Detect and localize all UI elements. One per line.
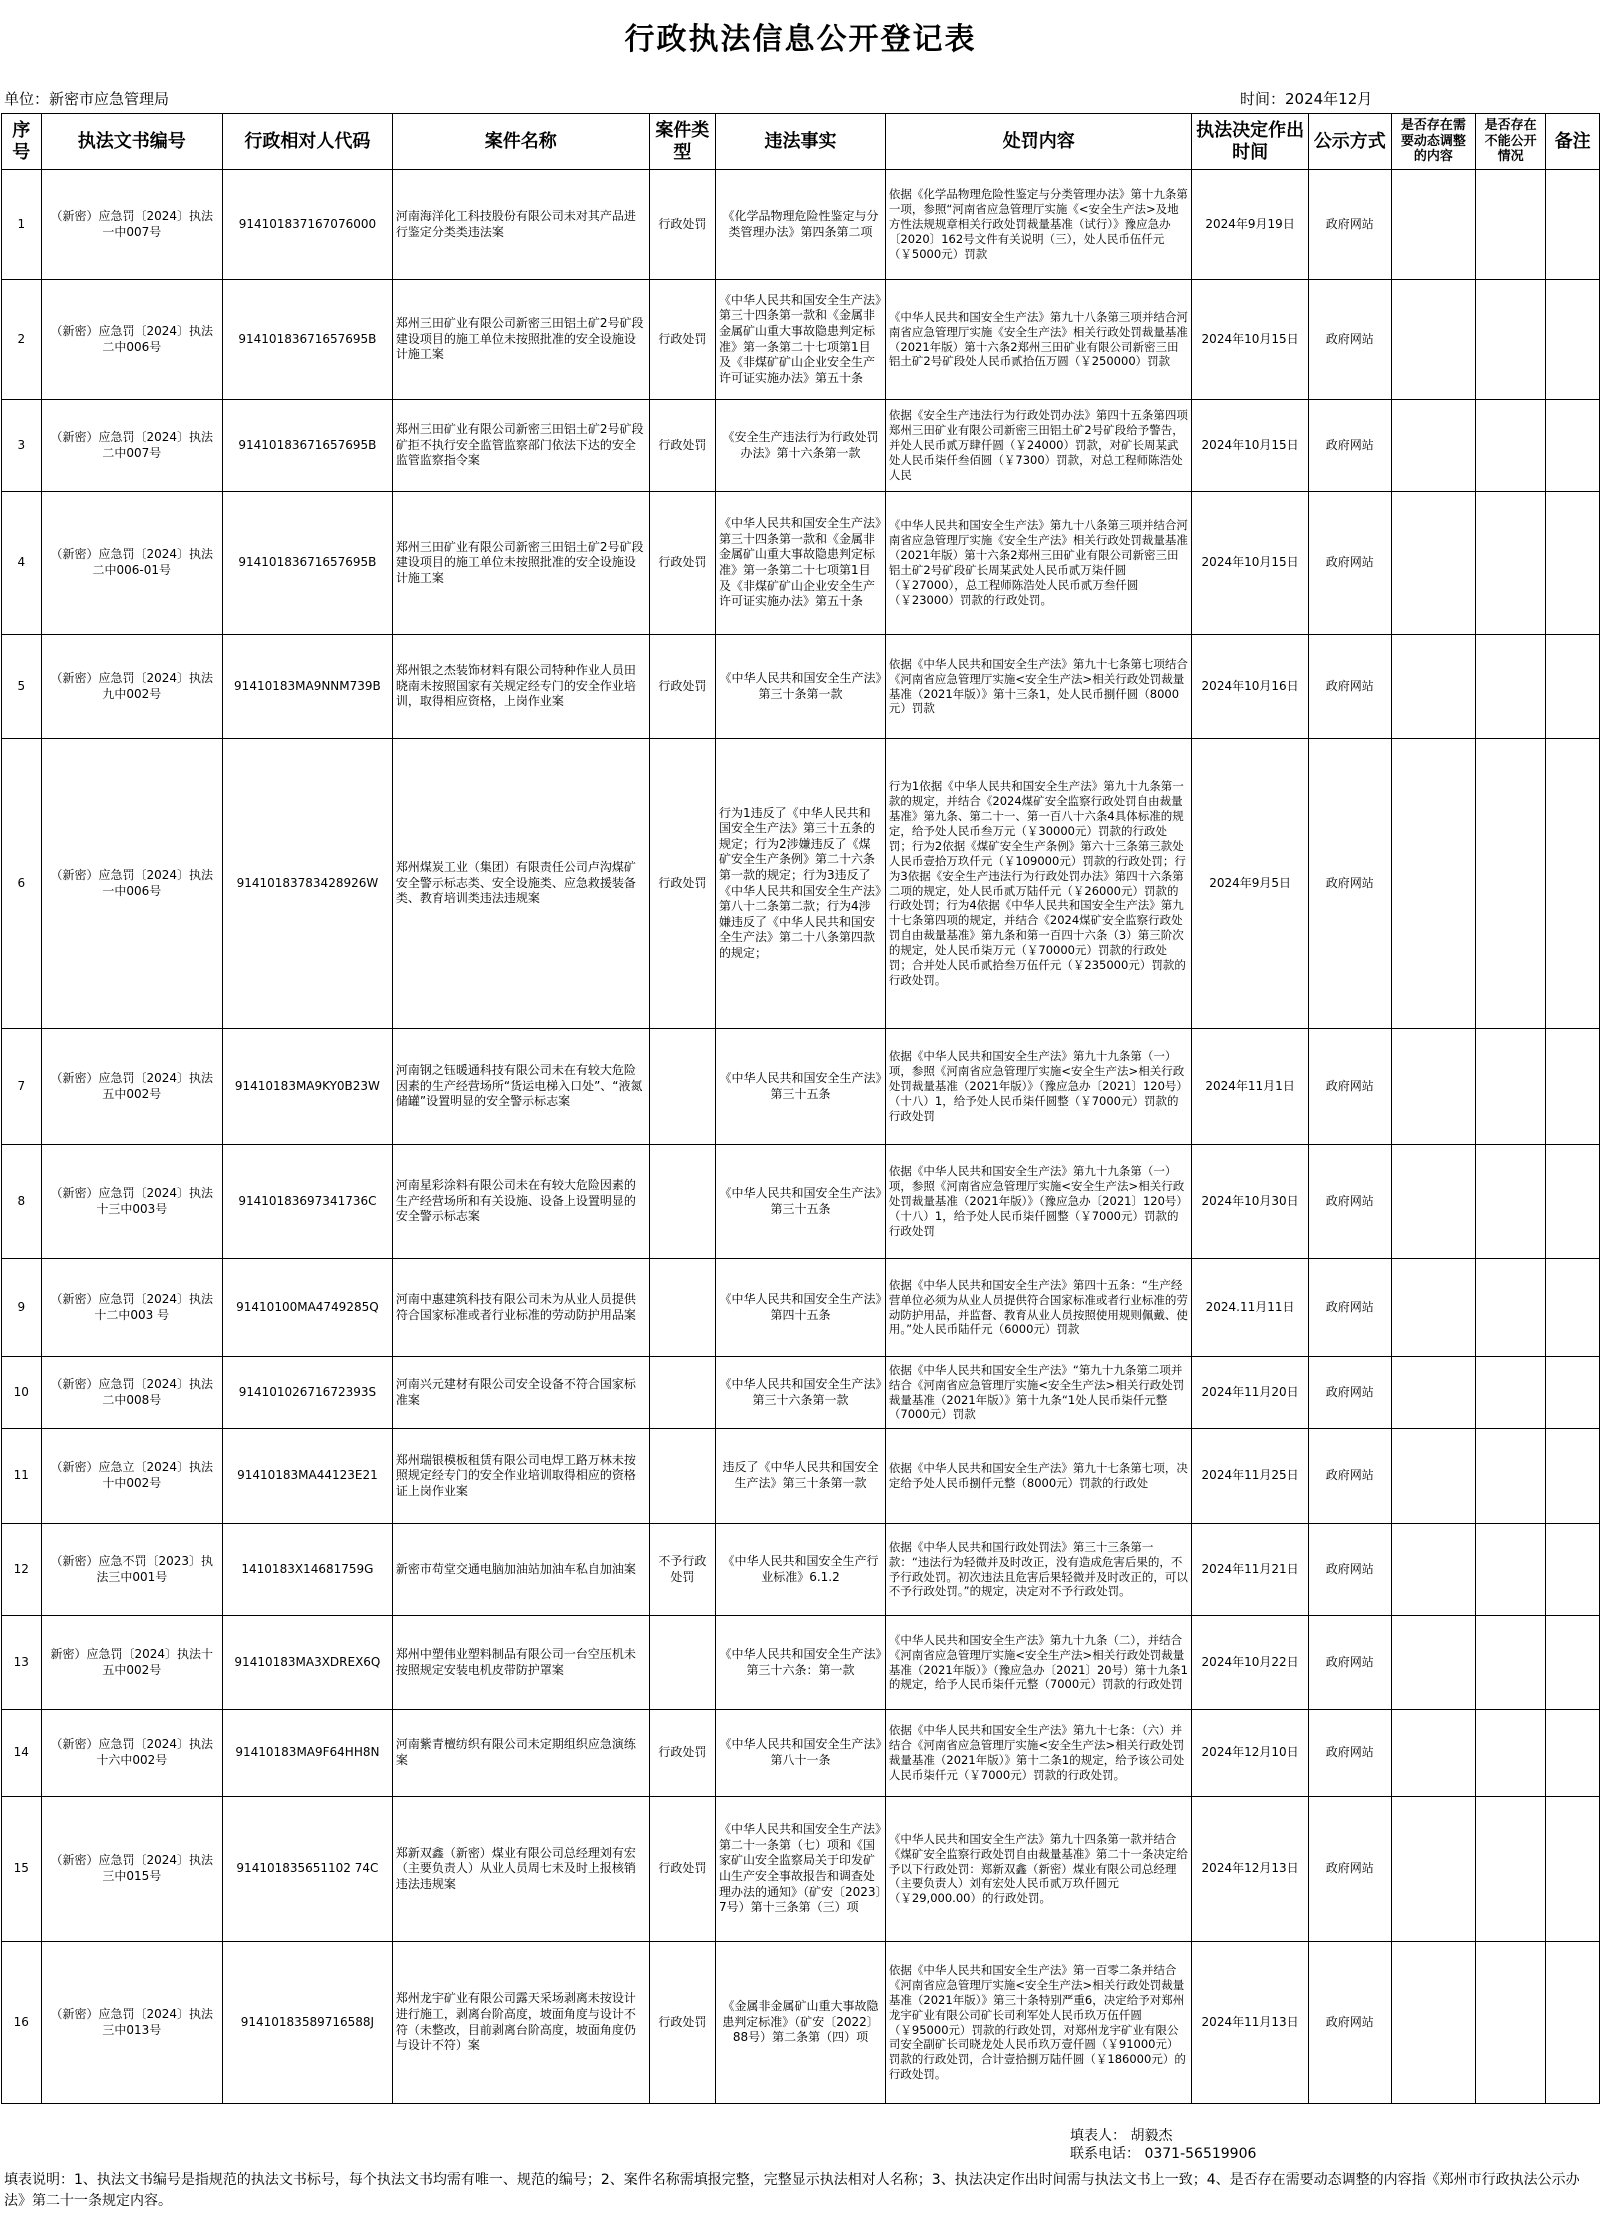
cell-no: 13 (2, 1616, 42, 1710)
cell-code: 91410183MA9F64HH8N (222, 1710, 392, 1797)
cell-fact: 《中华人民共和国安全生产法》第三十四条第一款和《金属非金属矿山重大事故隐患判定标准》第一条第二十七项第1目及《非煤矿矿山企业安全生产许可证实施办法》第五十条 (716, 280, 886, 400)
cell-doc: （新密）应急罚〔2024〕执法九中002号 (41, 635, 222, 739)
cell-dyn (1391, 280, 1475, 400)
cell-pub: 政府网站 (1308, 492, 1391, 635)
table-row (2, 739, 1600, 1029)
header-remark: 备注 (1546, 114, 1600, 170)
cell-remark (1546, 1357, 1600, 1429)
cell-fact: 《中华人民共和国安全生产法》第三十六条：第一款 (716, 1616, 886, 1710)
cell-date: 2024年10月22日 (1192, 1616, 1308, 1710)
cell-date: 2024年12月10日 (1192, 1710, 1308, 1797)
cell-case: 郑州三田矿业有限公司新密三田铝土矿2号矿段矿拒不执行安全监管监察部门依法下达的安全监管监察指令案 (392, 400, 649, 492)
cell-pub: 政府网站 (1308, 635, 1391, 739)
cell-pub: 政府网站 (1308, 280, 1391, 400)
cell-code: 91410183589716588J (222, 1942, 392, 2104)
filler-name: 填表人： 胡毅杰 (1070, 2128, 1173, 2144)
cell-no: 1 (2, 170, 42, 280)
cell-remark (1546, 400, 1600, 492)
cell-dyn (1391, 1524, 1475, 1616)
cell-no: 15 (2, 1797, 42, 1942)
table-row (2, 1259, 1600, 1357)
cell-pub: 政府网站 (1308, 400, 1391, 492)
cell-no: 8 (2, 1145, 42, 1259)
cell-remark (1546, 1429, 1600, 1524)
cell-code: 91410183783428926W (222, 739, 392, 1029)
cell-remark (1546, 635, 1600, 739)
cell-type: 行政处罚 (649, 1710, 715, 1797)
cell-dyn (1391, 1259, 1475, 1357)
cell-penalty: 《中华人民共和国安全生产法》第九十八条第三项并结合河南省应急管理厅实施《安全生产法》相关行政处罚裁量基准（2021年版）第十六条2郑州三田矿业有限公司新密三田铝土矿2号矿段矿长周某武处人民币贰万柒仟圆（￥27000），总工程师陈浩处人民币贰万叁仟圆（￥23000）罚款的行政处罚。 (885, 492, 1192, 635)
cell-pub: 政府网站 (1308, 170, 1391, 280)
cell-fact: 《中华人民共和国安全生产法》第八十一条 (716, 1710, 886, 1797)
register-table (1, 113, 1600, 2104)
cell-dyn (1391, 635, 1475, 739)
cell-dyn (1391, 1029, 1475, 1145)
cell-code: 1410183X14681759G (222, 1524, 392, 1616)
cell-pub: 政府网站 (1308, 1710, 1391, 1797)
cell-case: 河南钢之钰暖通科技有限公司未在有较大危险因素的生产经营场所“货运电梯入口处”、“液氮储罐”设置明显的安全警示标志案 (392, 1029, 649, 1145)
cell-doc: （新密）应急立〔2024〕执法十中002号 (41, 1429, 222, 1524)
cell-case: 郑州龙宇矿业有限公司露天采场剥离未按设计进行施工，剥离台阶高度，坡面角度与设计不符（未整改，目前剥离台阶高度，坡面角度仍与设计不符）案 (392, 1942, 649, 2104)
cell-remark (1546, 1259, 1600, 1357)
header-nopub: 是否存在不能公开情况 (1476, 114, 1546, 170)
cell-nopub (1476, 400, 1546, 492)
cell-code: 914101835651102 74C (222, 1797, 392, 1942)
cell-dyn (1391, 1616, 1475, 1710)
cell-code: 91410183MA3XDREX6Q (222, 1616, 392, 1710)
cell-fact: 《中华人民共和国安全生产法》第二十一条第（七）项和《国家矿山安全监察局关于印发矿山生产安全事故报告和调查处理办法的通知》（矿安〔2023〕7号）第十三条第（三）项 (716, 1797, 886, 1942)
cell-type: 行政处罚 (649, 400, 715, 492)
cell-nopub (1476, 1429, 1546, 1524)
cell-case: 河南兴元建材有限公司安全设备不符合国家标准案 (392, 1357, 649, 1429)
table-row (2, 1145, 1600, 1259)
cell-remark (1546, 170, 1600, 280)
cell-fact: 《中华人民共和国安全生产法》第三十五条 (716, 1029, 886, 1145)
cell-date: 2024年12月13日 (1192, 1797, 1308, 1942)
cell-case: 河南中惠建筑科技有限公司未为从业人员提供符合国家标准或者行业标准的劳动防护用品案 (392, 1259, 649, 1357)
cell-doc: （新密）应急罚〔2024〕执法二中007号 (41, 400, 222, 492)
cell-nopub (1476, 1029, 1546, 1145)
cell-penalty: 《中华人民共和国安全生产法》第九十四条第一款并结合《煤矿安全监察行政处罚自由裁量基准》第二十一条决定给予以下行政处罚：郑新双鑫（新密）煤业有限公司总经理（主要负责人）刘有宏处人民币贰万玖仟圆元（￥29,000.00）的行政处罚。 (885, 1797, 1192, 1942)
cell-dyn (1391, 1797, 1475, 1942)
header-case: 案件名称 (392, 114, 649, 170)
cell-fact: 《中华人民共和国安全生产法》第三十条第一款 (716, 635, 886, 739)
cell-no: 16 (2, 1942, 42, 2104)
header-type: 案件类型 (649, 114, 715, 170)
cell-date: 2024.11月11日 (1192, 1259, 1308, 1357)
cell-doc: （新密）应急罚〔2024〕执法二中006号 (41, 280, 222, 400)
cell-no: 2 (2, 280, 42, 400)
cell-fact: 《中华人民共和国安全生产法》第三十四条第一款和《金属非金属矿山重大事故隐患判定标准》第一条第二十七项第1目及《非煤矿矿山企业安全生产许可证实施办法》第五十条 (716, 492, 886, 635)
table-row (2, 1797, 1600, 1942)
cell-date: 2024年11月13日 (1192, 1942, 1308, 2104)
cell-case: 郑州煤炭工业（集团）有限责任公司卢沟煤矿安全警示标志类、安全设施类、应急救援装备类、教育培训类违法违规案 (392, 739, 649, 1029)
cell-nopub (1476, 1145, 1546, 1259)
cell-nopub (1476, 1942, 1546, 2104)
cell-no: 4 (2, 492, 42, 635)
cell-penalty: 依据《中华人民共和国安全生产法》第九十七条：（六）并结合《河南省应急管理厅实施<安全生产法>相关行政处罚裁量基准（2021年版）》第十二条1的规定，给予该公司处人民币柒仟元（￥7000元）罚款的行政处罚。 (885, 1710, 1192, 1797)
cell-code: 91410183697341736C (222, 1145, 392, 1259)
cell-remark (1546, 1145, 1600, 1259)
cell-nopub (1476, 1710, 1546, 1797)
table-row (2, 635, 1600, 739)
cell-nopub (1476, 635, 1546, 739)
cell-date: 2024年10月15日 (1192, 280, 1308, 400)
cell-pub: 政府网站 (1308, 1616, 1391, 1710)
table-row (2, 170, 1600, 280)
header-row (2, 114, 1600, 170)
cell-nopub (1476, 280, 1546, 400)
cell-remark (1546, 1942, 1600, 2104)
cell-fact: 《中华人民共和国安全生产法》第三十五条 (716, 1145, 886, 1259)
cell-no: 11 (2, 1429, 42, 1524)
cell-remark (1546, 1616, 1600, 1710)
cell-penalty: 依据《中华人民共和国安全生产法》第九十九条第（一）项，参照《河南省应急管理厅实施<安全生产法>相关行政处罚裁量基准（2021年版）》（豫应急办〔2021〕120号）（十八）1，给予处人民币柒仟圆整（￥7000元）罚款的行政处罚 (885, 1145, 1192, 1259)
cell-penalty: 行为1依据《中华人民共和国安全生产法》第九十九条第一款的规定，并结合《2024煤矿安全监察行政处罚自由裁量基准》第九条、第二十一、第一百八十六条4具体标准的规定，给予处人民币叁万元（￥30000元）罚款的行政处罚；行为2依据《煤矿安全生产条例》第六十三条第三款处人民币壹拾万玖仟元（￥109000元）罚款的行政处罚；行为3依据《安全生产违法行为行政处罚办法》第四十六条第二项的规定，处人民币贰万陆仟元（￥26000元）罚款的行政处罚；行为4依据《中华人民共和国安全生产法》第九十七条第四项的规定，并结合《2024煤矿安全监察行政处罚自由裁量基准》第九条和第一百四十六条（3）第三阶次的规定，处人民币柒万元（￥70000元）罚款的行政处罚；合并处人民币贰拾叁万伍仟元（￥235000元）罚款的行政处罚。 (885, 739, 1192, 1029)
cell-remark (1546, 280, 1600, 400)
cell-doc: （新密）应急罚〔2024〕执法十二中003 号 (41, 1259, 222, 1357)
cell-dyn (1391, 170, 1475, 280)
cell-date: 2024年10月30日 (1192, 1145, 1308, 1259)
cell-doc: （新密）应急罚〔2024〕执法一中006号 (41, 739, 222, 1029)
cell-type: 行政处罚 (649, 170, 715, 280)
cell-dyn (1391, 1429, 1475, 1524)
cell-nopub (1476, 1616, 1546, 1710)
cell-case: 河南海洋化工科技股份有限公司未对其产品进行鉴定分类类违法案 (392, 170, 649, 280)
cell-date: 2024年11月21日 (1192, 1524, 1308, 1616)
cell-doc: （新密）应急罚〔2024〕执法三中015号 (41, 1797, 222, 1942)
header-no: 序号 (2, 114, 42, 170)
cell-doc: （新密）应急罚〔2024〕执法五中002号 (41, 1029, 222, 1145)
header-fact: 违法事实 (716, 114, 886, 170)
cell-case: 郑州银之杰装饰材料有限公司特种作业人员田晓南未按照国家有关规定经专门的安全作业培训，取得相应资格，上岗作业案 (392, 635, 649, 739)
cell-case: 郑州中塑伟业塑料制品有限公司一台空压机未按照规定安装电机皮带防护罩案 (392, 1616, 649, 1710)
cell-pub: 政府网站 (1308, 1942, 1391, 2104)
cell-code: 91410183MA44123E21 (222, 1429, 392, 1524)
cell-type (649, 1616, 715, 1710)
cell-date: 2024年10月15日 (1192, 400, 1308, 492)
cell-penalty: 依据《中华人民共和国安全生产法》第一百零二条并结合《河南省应急管理厅实施<安全生产法>相关行政处罚裁量基准（2021年版）》第三十条特别严重6，决定给予对郑州龙宇矿业有限公司矿长司利军处人民币玖万伍仟圆（￥95000元）罚款的行政处罚，对郑州龙宇矿业有限公司安全副矿长司晓龙处人民币玖万壹仟圆（￥91000元）罚款的行政处罚，合计壹拾捌万陆仟圆（￥186000元）的行政处罚。 (885, 1942, 1192, 2104)
table-row (2, 1524, 1600, 1616)
cell-doc: （新密）应急罚〔2024〕执法二中008号 (41, 1357, 222, 1429)
cell-case: 郑州三田矿业有限公司新密三田铝土矿2号矿段建设项目的施工单位未按照批准的安全设施设计施工案 (392, 492, 649, 635)
cell-remark (1546, 739, 1600, 1029)
cell-code: 91410100MA4749285Q (222, 1259, 392, 1357)
cell-code: 91410183671657695B (222, 492, 392, 635)
cell-date: 2024年11月25日 (1192, 1429, 1308, 1524)
time-label: 时间：2024年12月 (1240, 90, 1373, 108)
page-title: 行政执法信息公开登记表 (624, 22, 977, 57)
table-row (2, 1029, 1600, 1145)
cell-no: 14 (2, 1710, 42, 1797)
cell-remark (1546, 1710, 1600, 1797)
cell-fact: 《安全生产违法行为行政处罚办法》第十六条第一款 (716, 400, 886, 492)
cell-type (649, 1259, 715, 1357)
cell-doc: （新密）应急罚〔2024〕执法三中013号 (41, 1942, 222, 2104)
cell-type (649, 1429, 715, 1524)
cell-code: 91410183671657695B (222, 280, 392, 400)
cell-no: 12 (2, 1524, 42, 1616)
cell-dyn (1391, 492, 1475, 635)
cell-case: 河南紫青檀纺织有限公司未定期组织应急演练案 (392, 1710, 649, 1797)
cell-fact: 违反了《中华人民共和国安全生产法》第三十条第一款 (716, 1429, 886, 1524)
cell-penalty: 依据《中华人民共和国行政处罚法》第三十三条第一款：“违法行为轻微并及时改正，没有造成危害后果的，不予行政处罚。初次违法且危害后果轻微并及时改正的，可以不予行政处罚。”的规定，决定对不予行政处罚。 (885, 1524, 1192, 1616)
filler-info (1070, 2127, 1256, 2163)
cell-doc: 新密）应急罚〔2024〕执法十五中002号 (41, 1616, 222, 1710)
cell-pub: 政府网站 (1308, 1259, 1391, 1357)
cell-doc: （新密）应急罚〔2024〕执法二中006-01号 (41, 492, 222, 635)
cell-remark (1546, 1029, 1600, 1145)
cell-fact: 《中华人民共和国安全生产法》第四十五条 (716, 1259, 886, 1357)
cell-type: 行政处罚 (649, 492, 715, 635)
header-dyn: 是否存在需要动态调整的内容 (1391, 114, 1475, 170)
cell-penalty: 依据《中华人民共和国安全生产法》第九十九条第（一）项，参照《河南省应急管理厅实施<安全生产法>相关行政处罚裁量基准（2021年版）》（豫应急办〔2021〕120号）（十八）1，给予处人民币柒仟圆整（￥7000元）罚款的行政处罚 (885, 1029, 1192, 1145)
cell-code: 91410183MA9KY0B23W (222, 1029, 392, 1145)
cell-dyn (1391, 400, 1475, 492)
cell-type: 行政处罚 (649, 739, 715, 1029)
cell-type: 不予行政处罚 (649, 1524, 715, 1616)
cell-type: 行政处罚 (649, 635, 715, 739)
cell-no: 10 (2, 1357, 42, 1429)
cell-type: 行政处罚 (649, 1797, 715, 1942)
cell-date: 2024年11月1日 (1192, 1029, 1308, 1145)
table-row (2, 1710, 1600, 1797)
cell-date: 2024年11月20日 (1192, 1357, 1308, 1429)
cell-nopub (1476, 1797, 1546, 1942)
cell-dyn (1391, 1710, 1475, 1797)
cell-type (649, 1029, 715, 1145)
cell-dyn (1391, 1145, 1475, 1259)
cell-fact: 《化学品物理危险性鉴定与分类管理办法》第四条第二项 (716, 170, 886, 280)
table-row (2, 1942, 1600, 2104)
cell-date: 2024年10月15日 (1192, 492, 1308, 635)
cell-type (649, 1145, 715, 1259)
cell-remark (1546, 492, 1600, 635)
cell-nopub (1476, 1357, 1546, 1429)
cell-penalty: 依据《中华人民共和国安全生产法》第九十七条第七项结合《河南省应急管理厅实施<安全生产法>相关行政处罚裁量基准（2021年版）》第十三条1，处人民币捌仟圆（8000元）罚款 (885, 635, 1192, 739)
cell-fact: 《金属非金属矿山重大事故隐患判定标准》（矿安〔2022〕88号）第二条第（四）项 (716, 1942, 886, 2104)
cell-pub: 政府网站 (1308, 1524, 1391, 1616)
cell-fact: 行为1违反了《中华人民共和国安全生产法》第三十五条的规定；行为2涉嫌违反了《煤矿安全生产条例》第二十六条第一款的规定；行为3违反了《中华人民共和国安全生产法》第八十二条第二款；行为4涉嫌违反了《中华人民共和国安全生产法》第二十八条第四款的规定； (716, 739, 886, 1029)
cell-dyn (1391, 739, 1475, 1029)
cell-pub: 政府网站 (1308, 1429, 1391, 1524)
cell-nopub (1476, 739, 1546, 1029)
cell-code: 91410183MA9NNM739B (222, 635, 392, 739)
header-date: 执法决定作出时间 (1192, 114, 1308, 170)
cell-code: 914101837167076000 (222, 170, 392, 280)
cell-pub: 政府网站 (1308, 1797, 1391, 1942)
cell-nopub (1476, 492, 1546, 635)
header-doc: 执法文书编号 (41, 114, 222, 170)
cell-type (649, 1357, 715, 1429)
cell-remark (1546, 1797, 1600, 1942)
cell-pub: 政府网站 (1308, 739, 1391, 1029)
cell-case: 新密市苟堂交通电脑加油站加油车私自加油案 (392, 1524, 649, 1616)
cell-no: 9 (2, 1259, 42, 1357)
cell-date: 2024年9月19日 (1192, 170, 1308, 280)
cell-no: 3 (2, 400, 42, 492)
table-row (2, 1616, 1600, 1710)
table-row (2, 492, 1600, 635)
cell-penalty: 依据《安全生产违法行为行政处罚办法》第四十五条第四项郑州三田矿业有限公司新密三田铝土矿2号矿段给予警告，并处人民币贰万肆仟圆（￥24000）罚款，对矿长周某武处人民币柒仟叁佰圆（￥7300）罚款，对总工程师陈浩处人民 (885, 400, 1192, 492)
table-row (2, 400, 1600, 492)
cell-penalty: 依据《中华人民共和国安全生产法》第九十七条第七项，决定给予处人民币捌仟元整（8000元）罚款的行政处 (885, 1429, 1192, 1524)
cell-penalty: 依据《化学品物理危险性鉴定与分类管理办法》第十九条第一项，参照“河南省应急管理厅实施《<安全生产法>及地方性法规规章相关行政处罚裁量基准（试行）》豫应急办〔2020〕162号文件有关说明（三），处人民币伍仟元（￥5000元）罚款 (885, 170, 1192, 280)
filler-phone: 联系电话： 0371-56519906 (1070, 2146, 1257, 2162)
unit-label: 单位：新密市应急管理局 (4, 90, 170, 108)
cell-case: 河南星彩涂料有限公司未在有较大危险因素的生产经营场所和有关设施、设备上设置明显的安全警示标志案 (392, 1145, 649, 1259)
cell-nopub (1476, 170, 1546, 280)
table-row (2, 1429, 1600, 1524)
cell-case: 郑州瑞银模板租赁有限公司电焊工路万林未按照规定经专门的安全作业培训取得相应的资格证上岗作业案 (392, 1429, 649, 1524)
cell-penalty: 依据《中华人民共和国安全生产法》“第九十九条第二项并结合《河南省应急管理厅实施<安全生产法>相关行政处罚裁量基准（2021年版）》第十九条“1处人民币柒仟元整（7000元）罚款 (885, 1357, 1192, 1429)
cell-pub: 政府网站 (1308, 1357, 1391, 1429)
fill-instructions: 填表说明：1、执法文书编号是指规范的执法文书标号，每个执法文书均需有唯一、规范的编号；2、案件名称需填报完整，完整显示执法相对人名称；3、执法决定作出时间需与执法文书上一致；4、是否存在需要动态调整的内容指《郑州市行政执法公示办法》第二十一条规定内容。 (4, 2172, 1580, 2209)
header-pub: 公示方式 (1308, 114, 1391, 170)
cell-penalty: 《中华人民共和国安全生产法》第九十八条第三项并结合河南省应急管理厅实施《安全生产法》相关行政处罚裁量基准（2021年版）第十六条2郑州三田矿业有限公司新密三田铝土矿2号矿段处人民币贰拾伍万圆（￥250000）罚款 (885, 280, 1192, 400)
cell-doc: （新密）应急罚〔2024〕执法十六中002号 (41, 1710, 222, 1797)
cell-remark (1546, 1524, 1600, 1616)
cell-no: 6 (2, 739, 42, 1029)
cell-date: 2024年9月5日 (1192, 739, 1308, 1029)
header-penalty: 处罚内容 (885, 114, 1192, 170)
cell-doc: （新密）应急罚〔2024〕执法一中007号 (41, 170, 222, 280)
cell-no: 7 (2, 1029, 42, 1145)
cell-fact: 《中华人民共和国安全生产行业标准》6.1.2 (716, 1524, 886, 1616)
header-code: 行政相对人代码 (222, 114, 392, 170)
cell-nopub (1476, 1259, 1546, 1357)
cell-type: 行政处罚 (649, 280, 715, 400)
cell-penalty: 《中华人民共和国安全生产法》第九十九条（二），并结合《河南省应急管理厅实施<安全生产法>相关行政处罚裁量基准（2021年版）》（豫应急办〔2021〕20号）第十九条1的规定，给予人民币柒仟元整（7000元）罚款的行政处罚 (885, 1616, 1192, 1710)
cell-dyn (1391, 1357, 1475, 1429)
cell-no: 5 (2, 635, 42, 739)
cell-doc: （新密）应急不罚〔2023〕执法三中001号 (41, 1524, 222, 1616)
table-row (2, 280, 1600, 400)
cell-pub: 政府网站 (1308, 1145, 1391, 1259)
cell-code: 91410102671672393S (222, 1357, 392, 1429)
cell-nopub (1476, 1524, 1546, 1616)
cell-pub: 政府网站 (1308, 1029, 1391, 1145)
cell-code: 91410183671657695B (222, 400, 392, 492)
cell-type: 行政处罚 (649, 1942, 715, 2104)
cell-fact: 《中华人民共和国安全生产法》第三十六条第一款 (716, 1357, 886, 1429)
cell-case: 郑州三田矿业有限公司新密三田铝土矿2号矿段建设项目的施工单位未按照批准的安全设施设计施工案 (392, 280, 649, 400)
cell-dyn (1391, 1942, 1475, 2104)
cell-penalty: 依据《中华人民共和国安全生产法》第四十五条：“生产经营单位必须为从业人员提供符合国家标准或者行业标准的劳动防护用品，并监督、教育从业人员按照使用规则佩戴、使用。”处人民币陆仟元（6000元）罚款 (885, 1259, 1192, 1357)
cell-doc: （新密）应急罚〔2024〕执法十三中003号 (41, 1145, 222, 1259)
cell-case: 郑新双鑫（新密）煤业有限公司总经理刘有宏（主要负责人）从业人员周七未及时上报核销违法违规案 (392, 1797, 649, 1942)
cell-date: 2024年10月16日 (1192, 635, 1308, 739)
table-row (2, 1357, 1600, 1429)
